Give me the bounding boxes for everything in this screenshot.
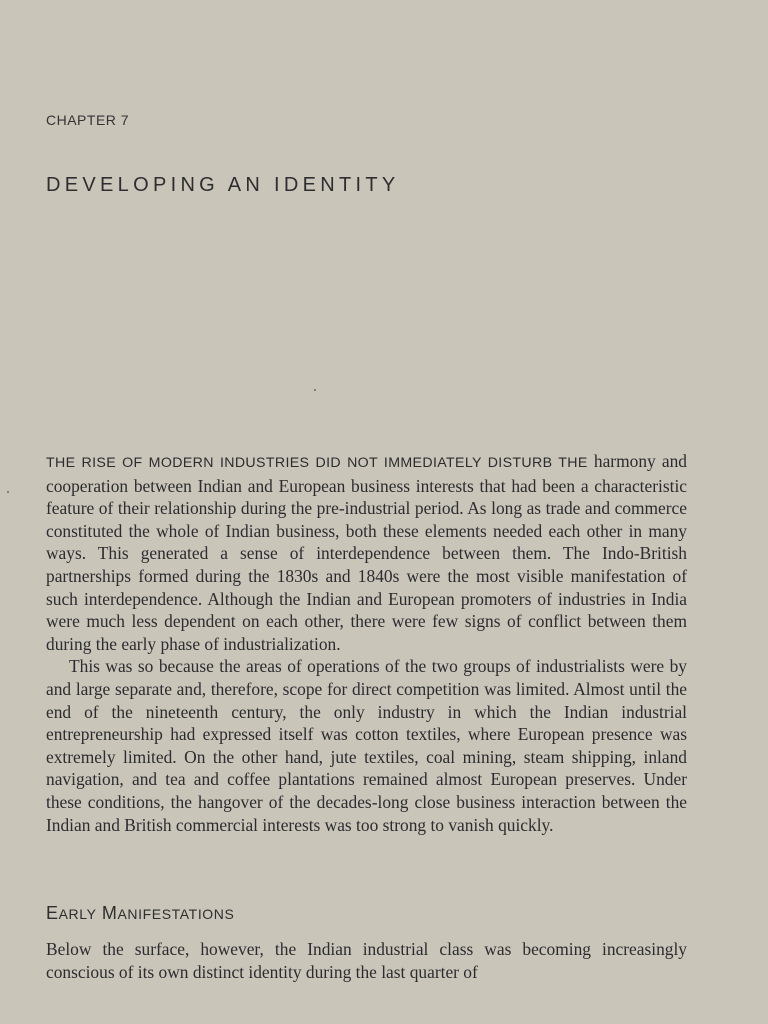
chapter-label: CHAPTER 7: [46, 112, 130, 128]
intro-lead-caps: THE RISE OF MODERN INDUSTRIES DID NOT IMMEDIATELY DISTURB THE: [46, 455, 588, 471]
section-text: [46, 938, 687, 983]
section-paragraph-1: Below the surface, however, the Indian industrial class was becoming increasingly conscious of its own distinct identity during the last quarter of: [46, 939, 687, 982]
section-heading-initial-1: E: [46, 903, 59, 923]
section-heading-rest-1: ARLY: [58, 906, 97, 922]
section-heading-rest-2: ANIFESTATIONS: [117, 906, 235, 922]
paper-speck: [7, 491, 9, 493]
intro-text: [46, 450, 687, 836]
intro-paragraph-2: This was so because the areas of operations of the two groups of industrialists were by and large separate and, therefore, scope for direct competition was limited. Almost until the end of the nineteenth century, the only industry in which the Indian industrial entrepreneurship had expressed itself was cotton textiles, where European presence was extremely limited. On the other hand, jute textiles, coal mining, steam shipping, inland navigation, and tea and coffee plantations remained almost European preserves. Under these conditions, the hangover of the decades-long close business interaction between the Indian and British commercial interests was too strong to vanish quickly.: [46, 656, 687, 835]
section-heading-initial-2: M: [101, 903, 118, 923]
paper-speck: [314, 389, 316, 391]
section-heading: [46, 903, 234, 924]
intro-paragraph-1-text: harmony and cooperation between Indian and European business interests that had been a characteristic feature of their relationship during the pre-industrial period. As long as trade and commerce constituted the whole of Indian business, both these elements needed each other in many ways. This generated a sense of interdependence between them. The Indo-British partnerships formed during the 1830s and 1840s were the most visible manifestation of such interdependence. Although the Indian and European promoters of industries in India were much less dependent on each other, there were few signs of conflict between them during the early phase of industrialization.: [46, 451, 687, 654]
chapter-title: DEVELOPING AN IDENTITY: [46, 174, 400, 196]
intro-paragraph-1: [46, 450, 687, 655]
